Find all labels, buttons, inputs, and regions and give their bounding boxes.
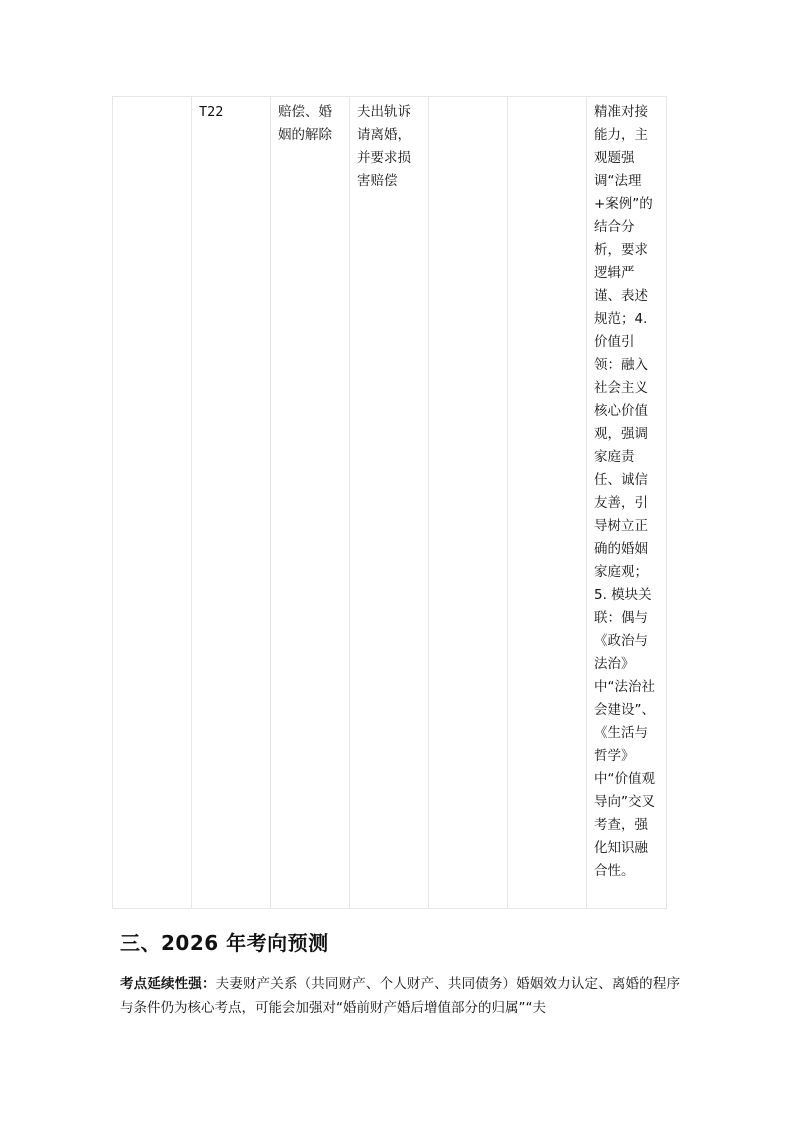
- table-cell-analysis: 精准对接能力，主观题强调“法理+案例”的结合分析，要求逻辑严谨、表述规范；4. 价值引领：融入社会主义核心价值观，强调家庭责任、诚信友善，引导树立正确的婚姻家庭观；5. 模块关联：偶与《政治与法治》中“法治社会建设”、《生活与哲学》中“价值观导向”交叉考查，强化知识融合性。: [587, 97, 667, 909]
- table-cell-case-scenario: 夫出轨诉请离婚，并要求损害赔偿: [350, 97, 429, 909]
- paragraph-lead: 考点延续性强：: [120, 976, 216, 992]
- table-cell-blank-1: [113, 97, 192, 909]
- paragraph-body: 夫妻财产关系（共同财产、个人财产、共同债务）婚姻效力认定、离婚的程序与条件仍为核心考点，可能会加强对“婚前财产婚后增值部分的归属”“夫: [120, 976, 681, 1016]
- table-cell-blank-5: [429, 97, 508, 909]
- table-row: [113, 97, 667, 909]
- table-cell-knowledge-point: 赔偿、婚姻的解除: [271, 97, 350, 909]
- table-cell-question-number: T22: [192, 97, 271, 909]
- prediction-paragraph: [120, 972, 680, 1020]
- table-cell-blank-6: [508, 97, 587, 909]
- exam-analysis-table: [112, 96, 667, 909]
- section-heading: 三、2026 年考向预测: [120, 931, 329, 955]
